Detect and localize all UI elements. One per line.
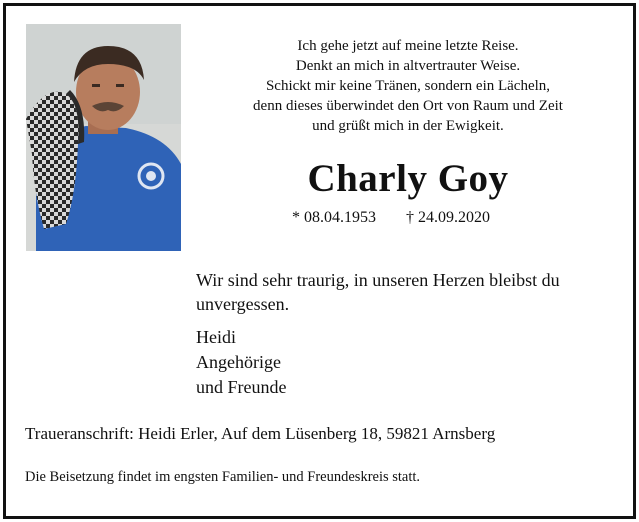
life-dates — [292, 209, 490, 227]
signer: und Freunde — [196, 377, 287, 397]
deceased-name: Charly Goy — [307, 157, 509, 200]
signer: Heidi — [196, 327, 236, 347]
mourning-address: Traueranschrift: Heidi Erler, Auf dem Lüsenberg 18, 59821 Arnsberg — [25, 424, 496, 443]
portrait-photo-icon — [26, 24, 181, 251]
poem-line: denn dieses überwindet den Ort von Raum und Zeit — [253, 98, 563, 114]
obituary-frame — [3, 3, 636, 519]
poem-line: Ich gehe jetzt auf meine letzte Reise. — [297, 38, 519, 54]
funeral-note: Die Beisetzung findet im engsten Familien- und Freundeskreis statt. — [25, 469, 421, 485]
birth-date: * 08.04.1953 — [292, 209, 376, 226]
signers — [196, 325, 286, 400]
signer: Angehörige — [196, 352, 281, 372]
poem — [191, 36, 625, 136]
death-date: † 24.09.2020 — [406, 209, 490, 226]
portrait-photo — [26, 24, 181, 251]
poem-line: Denkt an mich in altvertrauter Weise. — [295, 58, 521, 74]
condolence-message: Wir sind sehr traurig, in unseren Herzen bleibst du unvergessen. — [196, 270, 560, 314]
poem-line: und grüßt mich in der Ewigkeit. — [312, 118, 504, 134]
poem-line: Schickt mir keine Tränen, sondern ein Lächeln, — [265, 78, 551, 94]
